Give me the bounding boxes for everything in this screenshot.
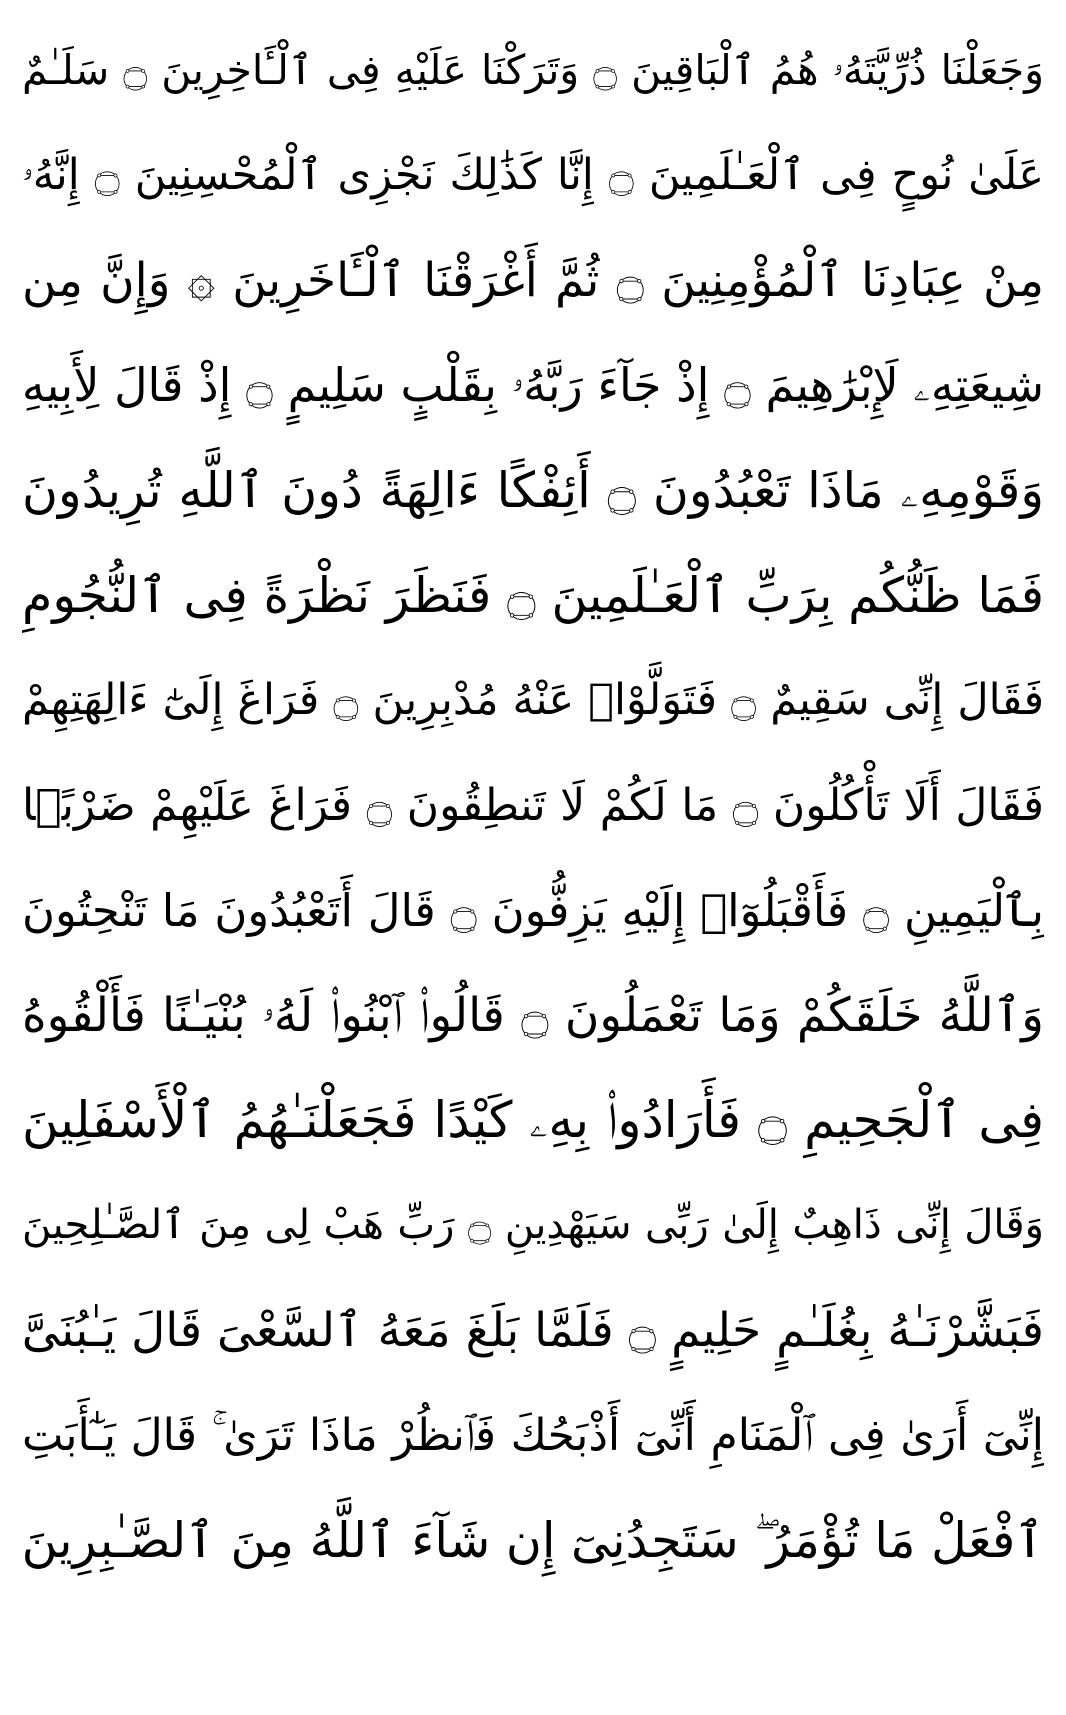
verse-line-14: إِنِّىٓ أَرَىٰ فِى ٱلْمَنَامِ أَنِّىٓ أَذْبَحُكَ فَٱنظُرْ مَاذَا تَرَىٰ ۚ قَالَ يَـٰٓأَبَتِ	[22, 1410, 1044, 1461]
verse-line-1: وَجَعَلْنَا ذُرِّيَّتَهُۥ هُمُ ٱلْبَاقِينَ ۝ وَتَرَكْنَا عَلَيْهِ فِى ٱلْـَٔاخِرِينَ ۝ سَلَـٰمٌ	[22, 46, 1044, 94]
verse-line-7: فَقَالَ إِنِّى سَقِيمٌ ۝ فَتَوَلَّوْا۟ عَنْهُ مُدْبِرِينَ ۝ فَرَاغَ إِلَىٰٓ ءَالِهَتِهِمْ	[22, 675, 1044, 725]
verse-line-2: عَلَىٰ نُوحٍ فِى ٱلْعَـٰلَمِينَ ۝ إِنَّا كَذَٰلِكَ نَجْزِى ٱلْمُحْسِنِينَ ۝ إِنَّهُۥ	[22, 150, 1044, 200]
verse-line-10: وَٱللَّهُ خَلَقَكُمْ وَمَا تَعْمَلُونَ ۝ قَالُوا۟ ٱبْنُوا۟ لَهُۥ بُنْيَـٰنًا فَأَلْقُوهُ	[22, 988, 1044, 1043]
verse-line-8: فَقَالَ أَلَا تَأْكُلُونَ ۝ مَا لَكُمْ لَا تَنطِقُونَ ۝ فَرَاغَ عَلَيْهِمْ ضَرْبًۢا	[22, 780, 1044, 831]
verse-line-15: ٱفْعَلْ مَا تُؤْمَرُ ۖ سَتَجِدُنِىٓ إِن شَآءَ ٱللَّهُ مِنَ ٱلصَّـٰبِرِينَ	[22, 1512, 1044, 1569]
verse-line-11: فِى ٱلْجَحِيمِ ۝ فَأَرَادُوا۟ بِهِۦ كَيْدًا فَجَعَلْنَـٰهُمُ ٱلْأَسْفَلِينَ	[22, 1091, 1044, 1149]
verse-line-13: فَبَشَّرْنَـٰهُ بِغُلَـٰمٍ حَلِيمٍ ۝ فَلَمَّا بَلَغَ مَعَهُ ٱلسَّعْىَ قَالَ يَـٰبُنَىَّ	[22, 1303, 1044, 1358]
verse-line-4: شِيعَتِهِۦ لَإِبْرَٰهِيمَ ۝ إِذْ جَآءَ رَبَّهُۥ بِقَلْبٍ سَلِيمٍ ۝ إِذْ قَالَ لِأَبِيهِ	[22, 358, 1044, 412]
verse-line-6: فَمَا ظَنُّكُم بِرَبِّ ٱلْعَـٰلَمِينَ ۝ فَنَظَرَ نَظْرَةً فِى ٱلنُّجُومِ	[22, 567, 1044, 624]
verse-line-9: بِٱلْيَمِينِ ۝ فَأَقْبَلُوٓا۟ إِلَيْهِ يَزِفُّونَ ۝ قَالَ أَتَعْبُدُونَ مَا تَنْحِتُونَ	[22, 884, 1044, 937]
verse-line-3: مِنْ عِبَادِنَا ٱلْمُؤْمِنِينَ ۝ ثُمَّ أَغْرَقْنَا ٱلْـَٔاخَرِينَ ۞ وَإِنَّ مِن	[22, 253, 1044, 308]
verse-line-5: وَقَوْمِهِۦ مَاذَا تَعْبُدُونَ ۝ أَئِفْكًا ءَالِهَةً دُونَ ٱللَّهِ تُرِيدُونَ	[22, 462, 1044, 519]
verse-line-12: وَقَالَ إِنِّى ذَاهِبٌ إِلَىٰ رَبِّى سَيَهْدِينِ ۝ رَبِّ هَبْ لِى مِنَ ٱلصَّـٰلِحِينَ	[22, 1202, 1044, 1248]
